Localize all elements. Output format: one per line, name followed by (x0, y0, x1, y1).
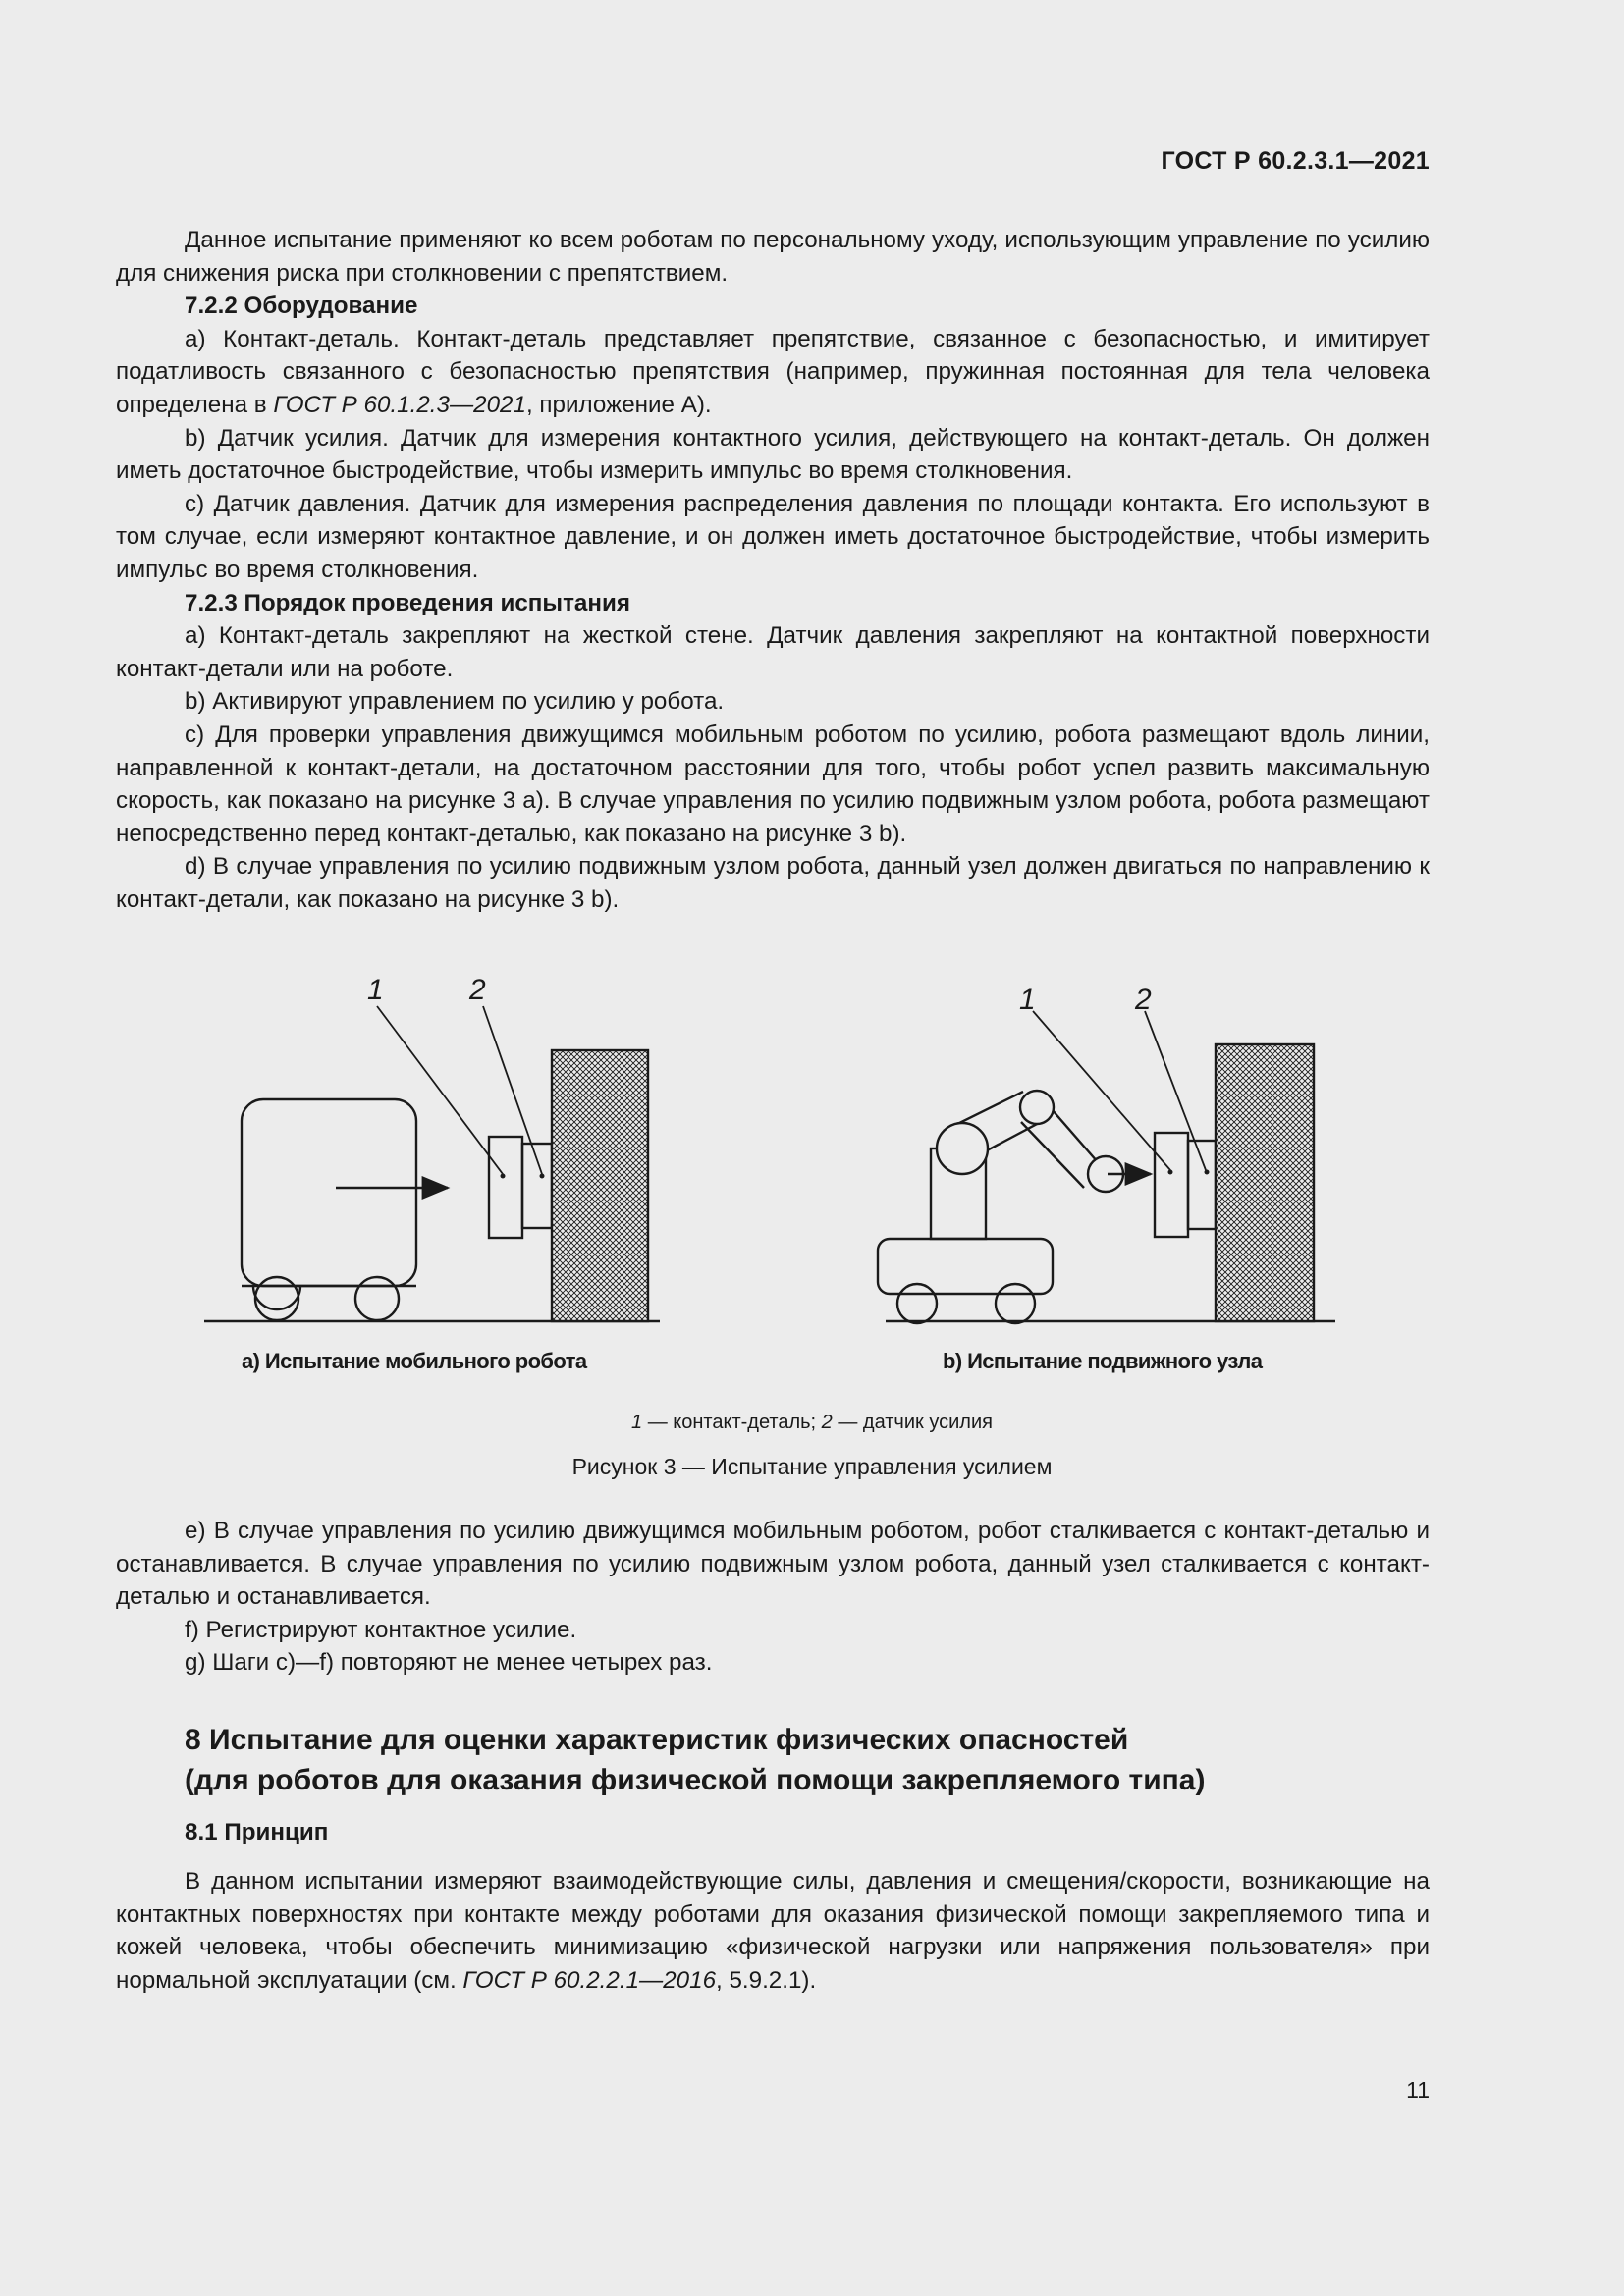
wheel-b-right (996, 1284, 1035, 1323)
standard-reference: ГОСТ Р 60.1.2.3—2021 (273, 391, 526, 418)
leader-dot-2b (1205, 1170, 1210, 1175)
wheel-b-left (897, 1284, 937, 1323)
figure-legend: 1 — контакт-деталь; 2 — датчик усилия (631, 1412, 993, 1433)
wheel-left (255, 1277, 298, 1320)
movable-unit-diagram (878, 1011, 1335, 1323)
figure-caption-a: a) Испытание мобильного робота (242, 1349, 587, 1373)
figure-caption-b: b) Испытание подвижного узла (943, 1349, 1263, 1373)
item-7-2-3-d: d) В случае управления по усилию подвижным узлом робота, данный узел должен двигаться по направлению к контакт-детали, как показано на рисунке 3 b). (116, 853, 1430, 913)
elbow-joint (1020, 1091, 1054, 1124)
wheel-right (355, 1277, 399, 1320)
figure-title: Рисунок 3 — Испытание управления усилием (571, 1454, 1053, 1479)
item-7-2-3-b: b) Активируют управлением по усилию у робота. (185, 688, 725, 716)
wheel-left-a (253, 1286, 300, 1309)
item-7-2-2-b: b) Датчик усилия. Датчик для измерения контактного усилия, действующего на контакт-деталь. Он должен иметь достаточное быстродействие, чтобы измерить импульс во время столкновения. (116, 424, 1430, 485)
body-lower (116, 1865, 1430, 1997)
item-7-2-3-g: g) Шаги c)—f) повторяют не менее четырех раз. (185, 1649, 713, 1677)
figure-3-illustration (0, 942, 1624, 1472)
contact-part-b (1155, 1133, 1188, 1237)
leader-line-2a (483, 1006, 542, 1174)
arm-link-2-bottom (1021, 1122, 1084, 1188)
leader-line-1a (377, 1006, 503, 1174)
label-1a: 1 (367, 974, 384, 1006)
mobile-robot-body (242, 1099, 416, 1286)
document-id: ГОСТ Р 60.2.3.1—2021 (1161, 147, 1430, 175)
section-8-1-paragraph: В данном испытании измеряют взаимодействующие силы, давления и смещения/скорости, возникающие на контактных поверхностях при контакте между роботами для оказания физической помощи закрепляемого типа и кожей человека, чтобы обеспечить минимизацию «физической нагрузки или напряжения пользователя» при нормальной эксплуатации (см. ГОСТ Р 60.2.2.1—2016, 5.9.2.1). (116, 1868, 1430, 1994)
force-sensor-b (1188, 1141, 1216, 1229)
contact-part-a (489, 1137, 522, 1238)
shoulder-joint (937, 1123, 988, 1174)
leader-dot-1b (1168, 1170, 1173, 1175)
section-7-2-3-title: 7.2.3 Порядок проведения испытания (185, 589, 630, 616)
page-number: 11 (1406, 2077, 1430, 2103)
item-7-2-2-a: a) Контакт-деталь. Контакт-деталь представляет препятствие, связанное с безопасностью, и имитирует податливость связанного с безопасностью препятствия (например, пружинная постоянная для тела человека определена в ГОСТ Р 60.1.2.3—2021, приложение А). (116, 325, 1430, 418)
section-8-title: 8 Испытание для оценки характеристик физических опасностей (для роботов для оказания физической помощи закрепляемого типа) (185, 1724, 1206, 1796)
body-upper (116, 224, 1430, 916)
item-7-2-3-c: c) Для проверки управления движущимся мобильным роботом по усилию, робота размещают вдоль линии, направленной к контакт-детали, на достаточном расстоянии для того, чтобы робот успел развить максимальную скорость, как показано на рисунке 3 а). В случае управления по усилию подвижным узлом робота, робота размещают непосредственно перед контакт-деталью, как показано на рисунке 3 b). (116, 721, 1430, 847)
rigid-wall-b (1216, 1044, 1314, 1321)
mobile-robot-diagram (204, 1006, 660, 1321)
intro-paragraph: Данное испытание применяют ко всем роботам по персональному уходу, использующим управление по усилию для снижения риска при столкновении с препятствием. (116, 227, 1430, 287)
item-7-2-2-c: c) Датчик давления. Датчик для измерения распределения давления по площади контакта. Его используют в том случае, если измеряют контактное давление, и он должен иметь достаточное быстродействие, чтобы измерить импульс во время столкновения. (116, 490, 1430, 583)
robot-base (878, 1239, 1053, 1294)
item-7-2-3-a: a) Контакт-деталь закрепляют на жесткой стене. Датчик давления закрепляют на контактной поверхности контакт-детали или на роботе. (116, 622, 1430, 682)
item-7-2-3-f: f) Регистрируют контактное усилие. (185, 1616, 577, 1643)
force-sensor-a (522, 1144, 552, 1228)
leader-line-1b (1033, 1011, 1170, 1170)
section-7-2-2-title: 7.2.2 Оборудование (185, 293, 418, 320)
section-8-1-title: 8.1 Принцип (185, 1819, 329, 1845)
leader-dot-1a (501, 1174, 506, 1179)
label-2a: 2 (469, 974, 486, 1006)
body-middle (116, 1515, 1430, 1680)
leader-dot-2a (540, 1174, 545, 1179)
standard-reference-2: ГОСТ Р 60.2.2.1—2016 (462, 1966, 717, 1994)
label-2b: 2 (1135, 984, 1152, 1016)
item-7-2-3-e: e) В случае управления по усилию движущимся мобильным роботом, робот сталкивается с контакт-деталью и останавливается. В случае управления по усилию подвижным узлом робота, данный узел сталкивается с контакт-деталью и останавливается. (116, 1518, 1430, 1611)
label-1b: 1 (1019, 984, 1036, 1016)
rigid-wall-a (552, 1050, 648, 1321)
